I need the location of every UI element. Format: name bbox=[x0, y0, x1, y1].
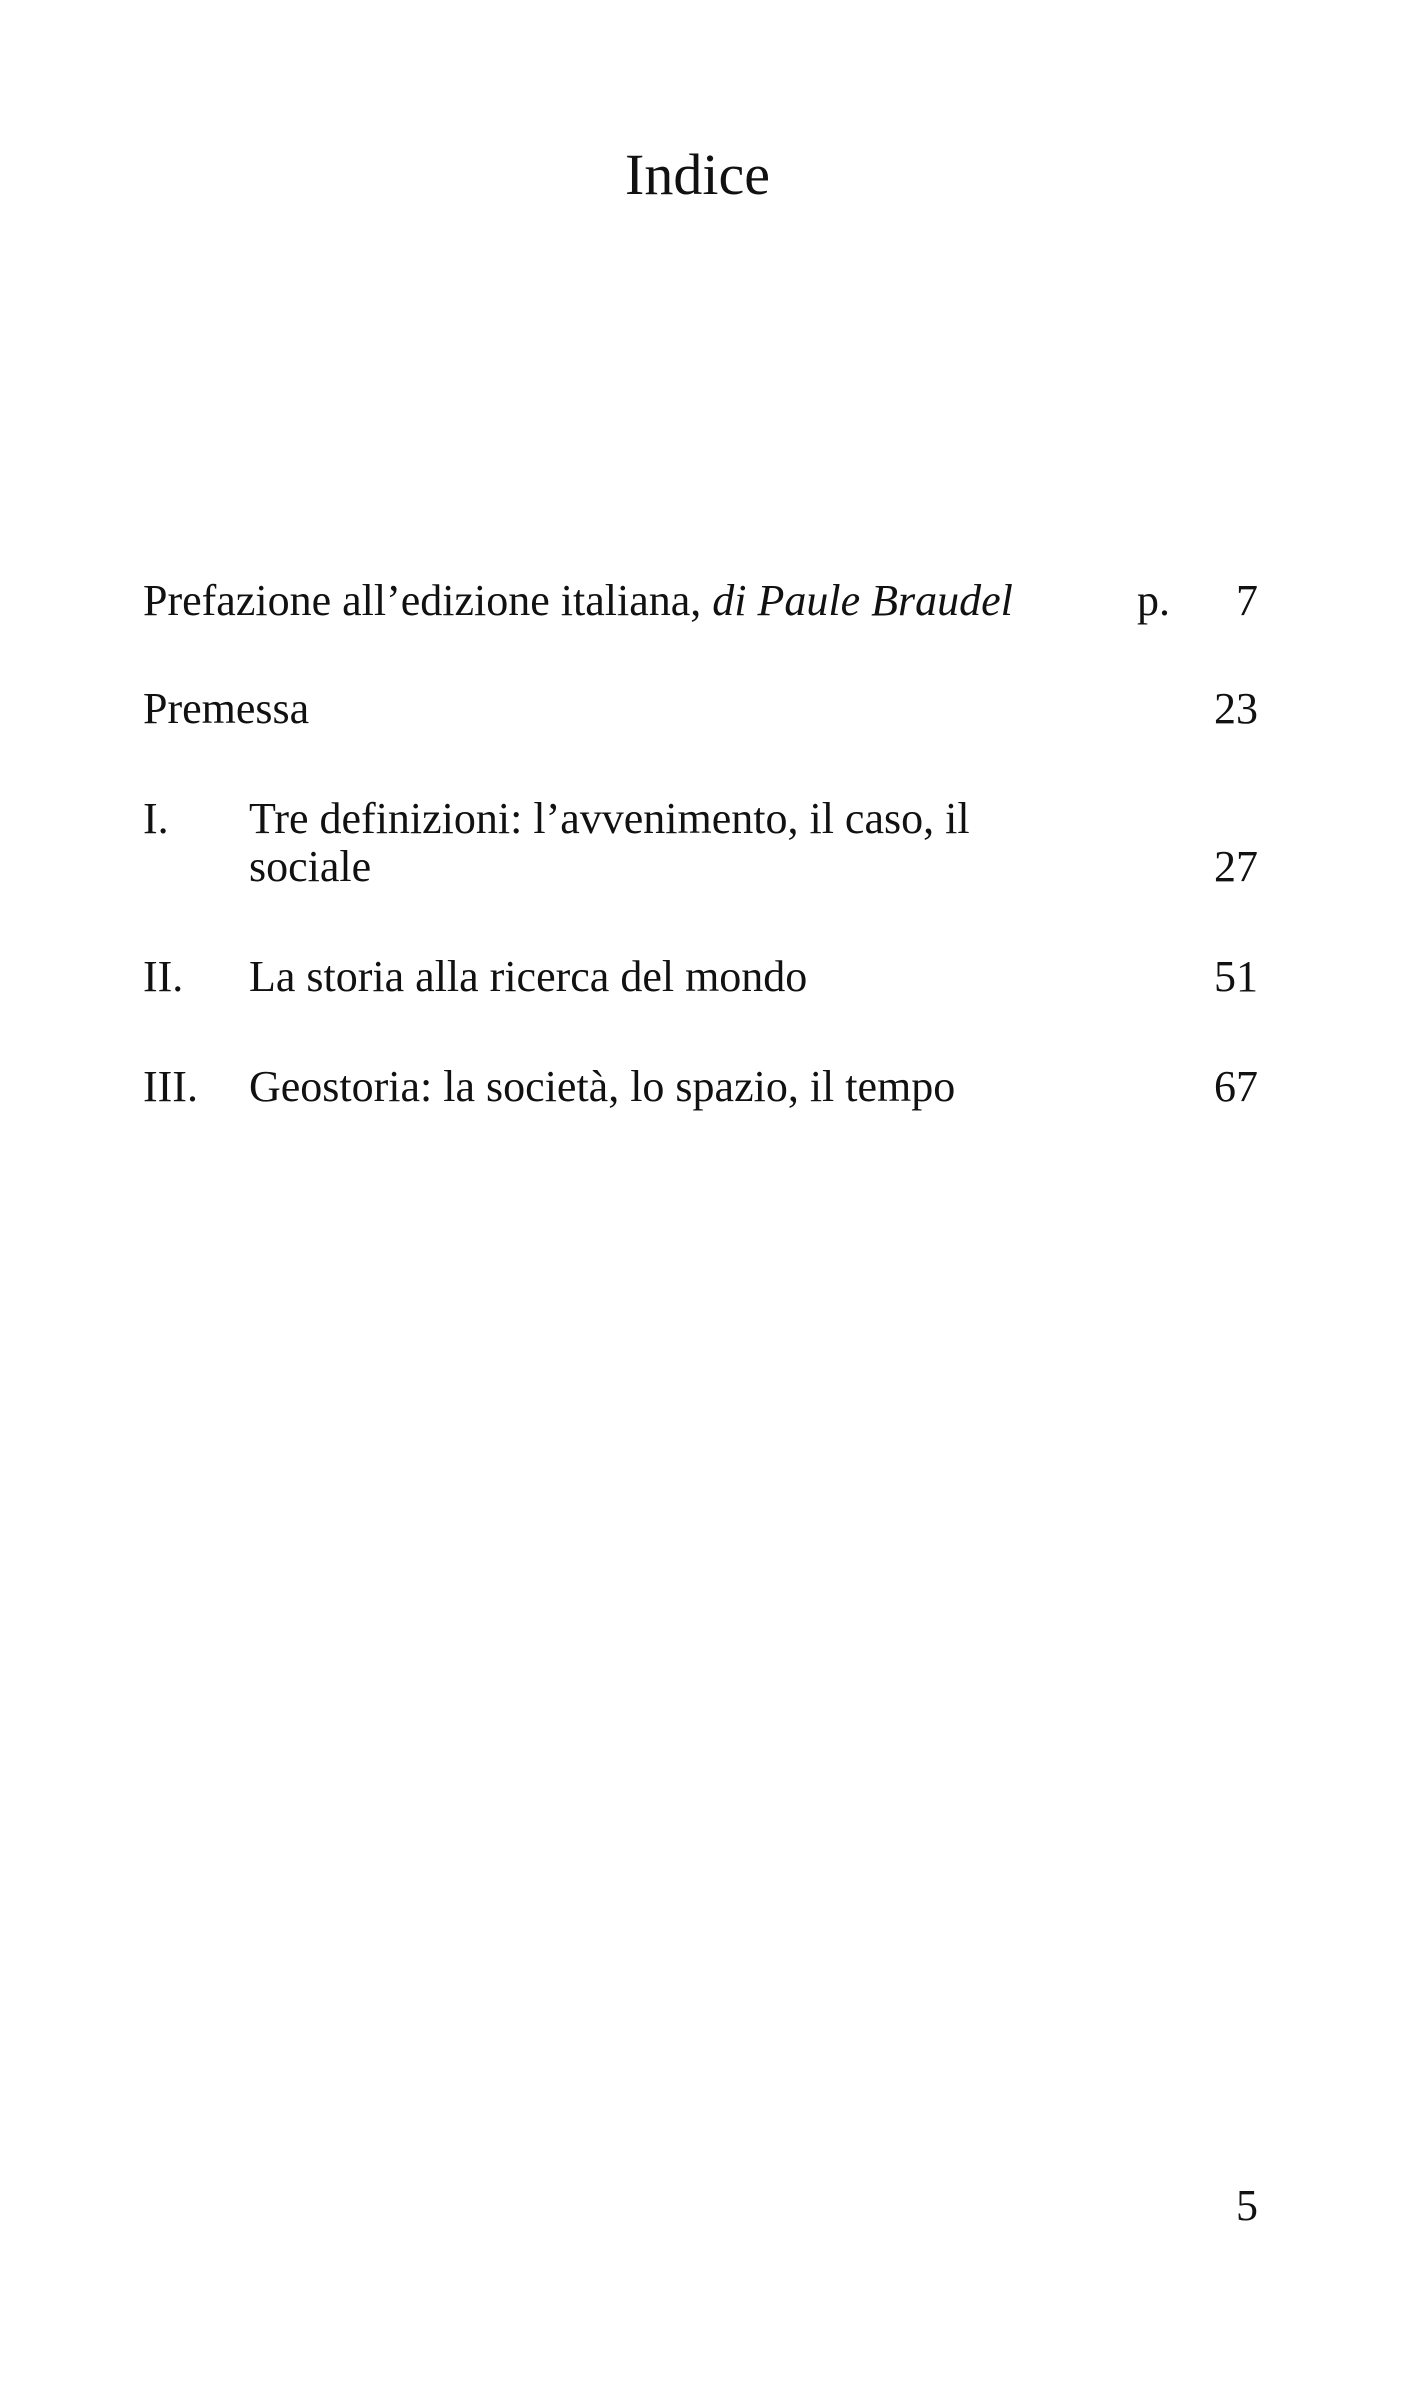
chapter-number: III. bbox=[143, 1062, 198, 1111]
page-number: 23 bbox=[1214, 684, 1258, 733]
toc-entry-chapter-2[interactable] bbox=[143, 953, 1258, 1001]
chapter-title: La storia alla ricerca del mondo bbox=[249, 952, 808, 1001]
folio-page-number: 5 bbox=[1236, 2181, 1258, 2230]
chapter-title: Tre definizioni: l’avvenimento, il caso, il sociale bbox=[249, 794, 970, 891]
preface-label: Prefazione all’edizione italiana, bbox=[143, 576, 713, 625]
chapter-title: Geostoria: la società, lo spazio, il tempo bbox=[249, 1062, 956, 1111]
page-title: Indice bbox=[625, 142, 770, 207]
page-number: 27 bbox=[1214, 842, 1258, 891]
toc-entry-premessa[interactable] bbox=[143, 685, 1258, 733]
toc-entry-chapter-1[interactable] bbox=[143, 795, 1258, 891]
chapter-number: I. bbox=[143, 794, 169, 843]
chapter-number: II. bbox=[143, 952, 184, 1001]
toc-entry-preface[interactable] bbox=[143, 577, 1258, 625]
page-number: 67 bbox=[1214, 1062, 1258, 1111]
toc-entry-label bbox=[143, 577, 1258, 625]
preface-author: di Paule Braudel bbox=[712, 576, 1013, 625]
toc-entry-label: Premessa bbox=[143, 684, 310, 733]
toc-entry-chapter-3[interactable] bbox=[143, 1063, 1258, 1111]
page-prefix: p. bbox=[1137, 576, 1170, 625]
table-of-contents bbox=[143, 577, 1258, 1111]
page-number: 51 bbox=[1214, 952, 1258, 1001]
page-number: 7 bbox=[1236, 576, 1258, 625]
